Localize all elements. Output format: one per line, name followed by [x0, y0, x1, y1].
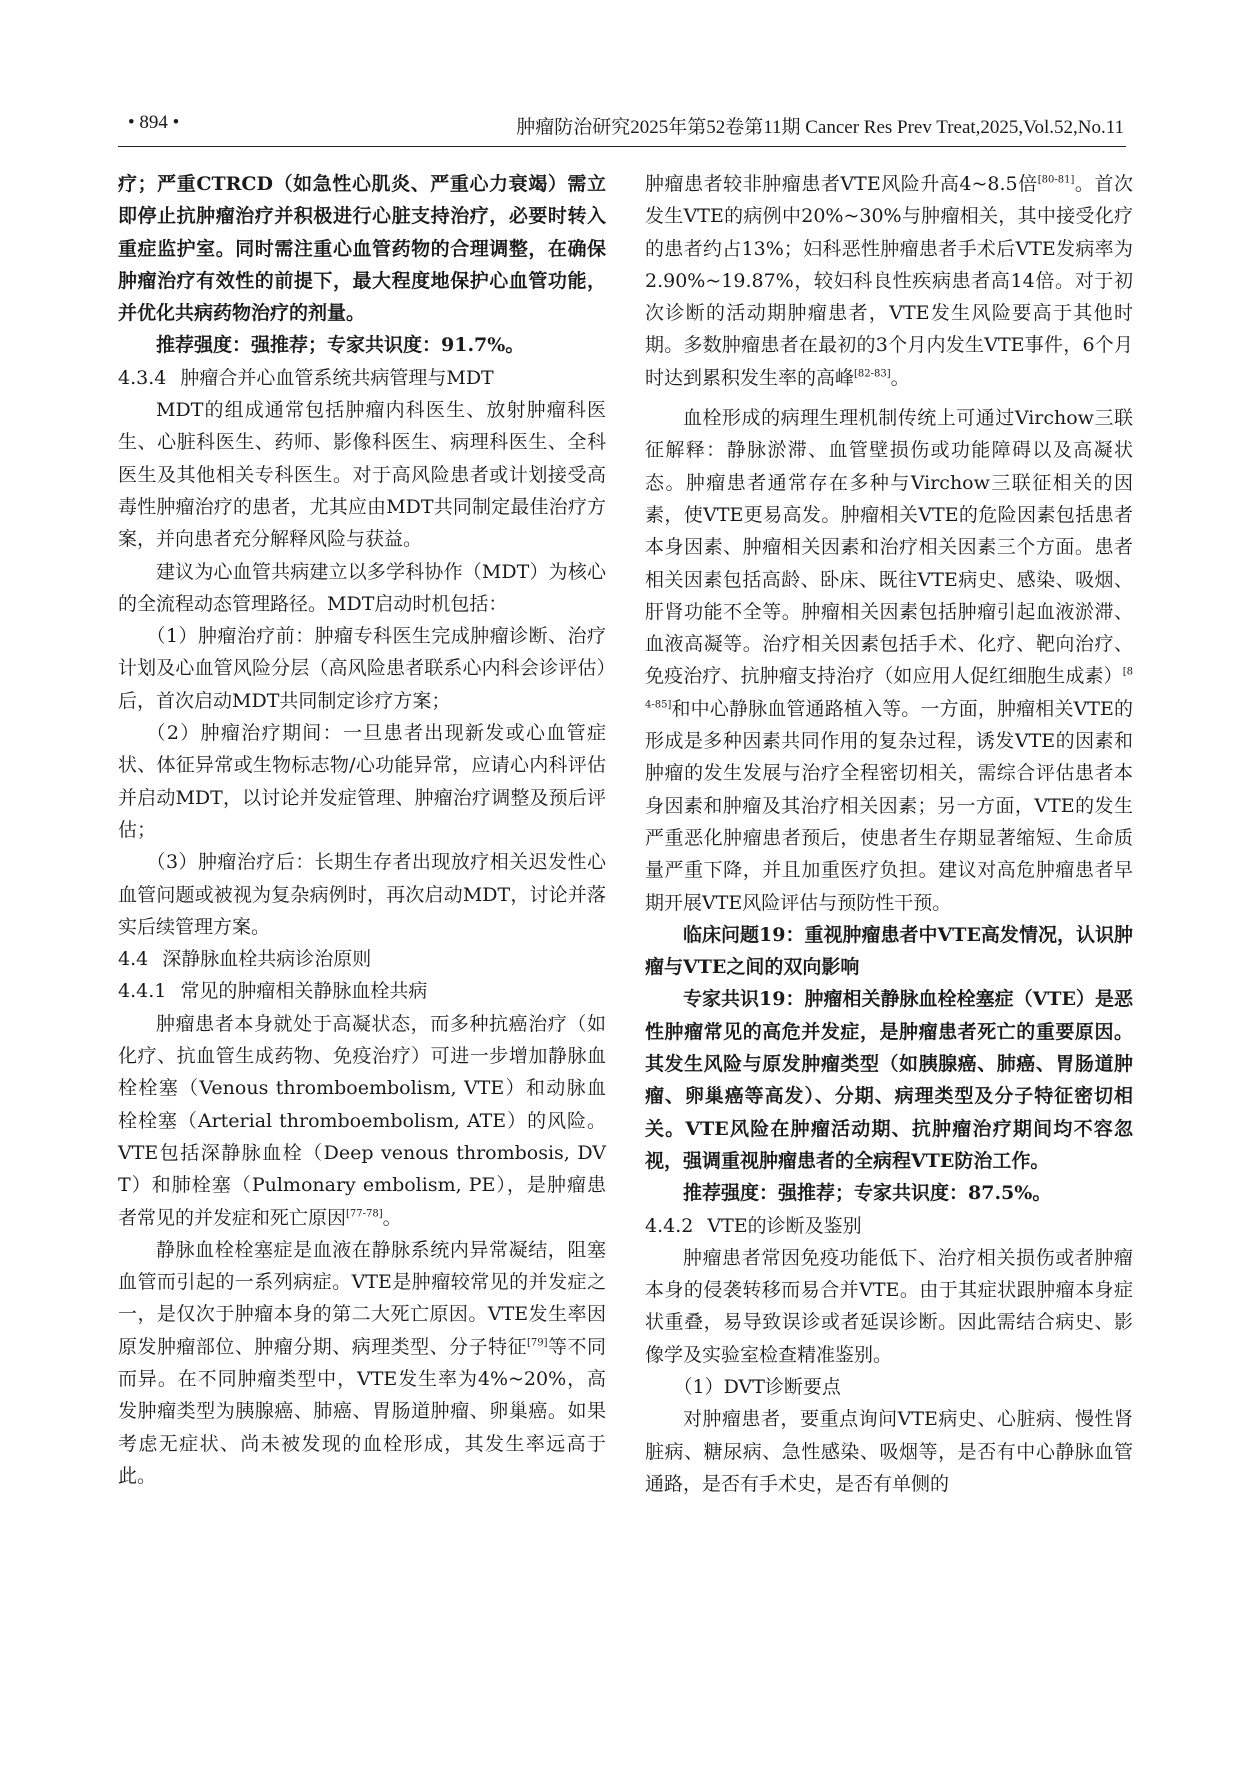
paragraph: MDT的组成通常包括肿瘤内科医生、放射肿瘤科医生、心脏科医生、药师、影像科医生、病理科医生、全科医生及其他相关专科医生。对于高风险患者或计划接受高毒性肿瘤治疗的患者，尤其应由MDT共同制定最佳治疗方案，并向患者充分解释风险与获益。 [118, 399, 606, 551]
section-heading-4-4-2: 4.4.2 VTE的诊断及鉴别 [645, 1214, 862, 1237]
section-heading-4-4: 4.4 深静脉血栓共病诊治原则 [118, 948, 372, 971]
paragraph: 建议为心血管共病建立以多学科协作（MDT）为核心的全流程动态管理路径。MDT启动时机包括： [118, 560, 606, 615]
clinical-question-19: 临床问题19：重视肿瘤患者中VTE高发情况，认识肿瘤与VTE之间的双向影响 [645, 923, 1133, 979]
subheading-dvt: （1）DVT诊断要点 [673, 1375, 841, 1398]
paragraph: 静脉血栓栓塞症是血液在静脉系统内异常凝结，阻塞血管而引起的一系列病症。VTE是肿瘤较常见的并发症之一，是仅次于肿瘤本身的第二大死亡原因。VTE发生率因原发肿瘤部位、肿瘤分期、病理类型、分子特征[79]等不同而异。在不同肿瘤类型中，VTE发生率为4%~20%，高发肿瘤类型为胰腺癌、肺癌、胃肠道肿瘤、卵巢癌。如果考虑无症状、尚未被发现的血栓形成，其发生率远高于此。 [118, 1238, 606, 1487]
right-column [645, 168, 1133, 1500]
page-number: • 894 • [128, 112, 180, 133]
citation-ref: [80-81] [1037, 174, 1075, 186]
expert-consensus-19: 专家共识19：肿瘤相关静脉血栓栓塞症（VTE）是恶性肿瘤常见的高危并发症，是肿瘤患者死亡的重要原因。其发生风险与原发肿瘤类型（如胰腺癌、肺癌、胃肠道肿瘤、卵巢癌等高发）、分期、病理类型及分子特征密切相关。VTE风险在肿瘤活动期、抗肿瘤治疗期间均不容忽视，强调重视肿瘤患者的全病程VTE防治工作。 [645, 988, 1133, 1172]
consensus-text-continued: 疗；严重CTRCD（如急性心肌炎、严重心力衰竭）需立即停止抗肿瘤治疗并积极进行心脏支持治疗，必要时转入重症监护室。同时需注重心血管药物的合理调整，在确保肿瘤治疗有效性的前提下，最大程度地保护心血管功能，并优化共病药物治疗的剂量。 [118, 173, 606, 325]
journal-citation: 肿瘤防治研究2025年第52卷第11期 Cancer Res Prev Treat,2025,Vol.52,No.11 [516, 117, 1124, 138]
running-header [118, 106, 1126, 147]
list-item: （1）肿瘤治疗前：肿瘤专科医生完成肿瘤诊断、治疗计划及心血管风险分层（高风险患者联系心内科会诊评估）后，首次启动MDT共同制定诊疗方案； [118, 625, 606, 712]
recommendation-strength: 推荐强度：强推荐；专家共识度：91.7%。 [156, 334, 525, 357]
citation-ref: [79] [527, 1337, 548, 1349]
paragraph: 肿瘤患者本身就处于高凝状态，而多种抗癌治疗（如化疗、抗血管生成药物、免疫治疗）可进一步增加静脉血栓栓塞（Venous thromboembolism, VTE）和动脉血栓栓塞（Arterial thromboembolism, ATE）的风险。VTE包括深静脉血栓（Deep venous thrombosis, DVT）和肺栓塞（Pulmonary embolism, PE），是肿瘤患者常见的并发症和死亡原因[77-78]。 [118, 1012, 606, 1229]
paragraph-continued: 肿瘤患者较非肿瘤患者VTE风险升高4~8.5倍[80-81]。首次发生VTE的病例中20%~30%与肿瘤相关，其中接受化疗的患者约占13%；妇科恶性肿瘤患者手术后VTE发病率为2.90%~19.87%，较妇科良性疾病患者高14倍。对于初次诊断的活动期肿瘤患者，VTE发生风险要高于其他时期。多数肿瘤患者在最初的3个月内发生VTE事件，6个月时达到累积发生率的高峰[82-83]。 [645, 173, 1133, 389]
list-item: （3）肿瘤治疗后：长期生存者出现放疗相关迟发性心血管问题或被视为复杂病例时，再次启动MDT，讨论并落实后续管理方案。 [118, 851, 606, 938]
recommendation-strength: 推荐强度：强推荐；专家共识度：87.5%。 [683, 1182, 1052, 1205]
citation-ref: [84-85] [645, 667, 1133, 711]
section-heading-4-4-1: 4.4.1 常见的肿瘤相关静脉血栓共病 [118, 980, 428, 1003]
paragraph: 血栓形成的病理生理机制传统上可通过Virchow三联征解释：静脉淤滞、血管壁损伤或功能障碍以及高凝状态。肿瘤患者通常存在多种与Virchow三联征相关的因素，使VTE更易高发。肿瘤相关VTE的危险因素包括患者本身因素、肿瘤相关因素和治疗相关因素三个方面。患者相关因素包括高龄、卧床、既往VTE病史、感染、吸烟、肝肾功能不全等。肿瘤相关因素包括肿瘤引起血液淤滞、血液高凝等。治疗相关因素包括手术、化疗、靶向治疗、免疫治疗、抗肿瘤支持治疗（如应用人促红细胞生成素）[84-85]和中心静脉血管通路植入等。一方面，肿瘤相关VTE的形成是多种因素共同作用的复杂过程，诱发VTE的因素和肿瘤的发生发展与治疗全程密切相关，需综合评估患者本身因素和肿瘤及其治疗相关因素；另一方面，VTE的发生严重恶化肿瘤患者预后，使患者生存期显著缩短、生命质量严重下降，并且加重医疗负担。建议对高危肿瘤患者早期开展VTE风险评估与预防性干预。 [645, 407, 1133, 914]
list-item: （2）肿瘤治疗期间：一旦患者出现新发或心血管症状、体征异常或生物标志物/心功能异常，应请心内科评估并启动MDT，以讨论并发症管理、肿瘤治疗调整及预后评估； [118, 722, 606, 841]
citation-ref: [77-78] [346, 1208, 383, 1220]
section-heading-4-3-4: 4.3.4 肿瘤合并心血管系统共病管理与MDT [118, 366, 494, 389]
citation-ref: [82-83] [854, 368, 891, 380]
left-column [118, 168, 606, 1492]
paragraph: 肿瘤患者常因免疫功能低下、治疗相关损伤或者肿瘤本身的侵袭转移而易合并VTE。由于其症状跟肿瘤本身症状重叠，易导致误诊或者延误诊断。因此需结合病史、影像学及实验室检查精准鉴别。 [645, 1246, 1133, 1366]
paragraph: 对肿瘤患者，要重点询问VTE病史、心脏病、慢性肾脏病、糖尿病、急性感染、吸烟等，是否有中心静脉血管通路，是否有手术史，是否有单侧的 [645, 1408, 1133, 1495]
